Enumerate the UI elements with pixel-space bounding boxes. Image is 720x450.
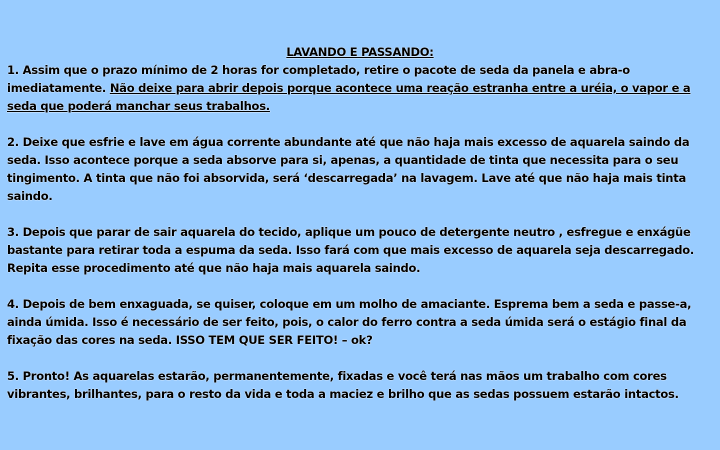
step-1-warning: Não deixe para abrir depois porque acontece uma reação estranha entre a uréia, o vapor e a seda que poderá manchar seus trabalhos. [7,81,691,113]
step-4: 4. Depois de bem enxaguada, se quiser, coloque em um molho de amaciante. Esprema bem a seda e passe-a, ainda úmida. Isso é necessário de ser feito, pois, o calor do ferro contra a seda úmida será o estágio final da fixação das cores na seda. ISSO TEM QUE SER FEITO! – ok? [7,297,692,347]
spacer [7,205,713,223]
step-1 [7,61,713,115]
step-5: 5. Pronto! As aquarelas estarão, permanentemente, fixadas e você terá nas mãos um trabalho com cores vibrantes, brilhantes, para o resto da vida e toda a maciez e brilho que as sedas possuem estarão intactos. [7,369,679,401]
spacer [7,115,713,133]
spacer [7,277,713,295]
step-2: 2. Deixe que esfrie e lave em água corrente abundante até que não haja mais excesso de aquarela saindo da seda. Isso acontece porque a seda absorve para si, apenas, a quantidade de tinta que necessita para o seu tingimento. A tinta que não foi absorvida, será ‘descarregada’ na lavagem. Lave até que não haja mais tinta saindo. [7,135,690,203]
spacer [7,349,713,367]
step-3: 3. Depois que parar de sair aquarela do tecido, aplique um pouco de detergente neutro , esfregue e enxágüe bastante para retirar toda a espuma da seda. Isso fará com que mais excesso de aquarela seja descarregado. Repita esse procedimento até que não haja mais aquarela saindo. [7,225,695,275]
step-1-text: 1. Assim que o prazo mínimo de 2 horas for completado, retire o pacote de seda da panela e abra-o imediatamente. [7,63,630,95]
instructions-text [7,43,713,403]
section-title: LAVANDO E PASSANDO: [286,45,434,59]
